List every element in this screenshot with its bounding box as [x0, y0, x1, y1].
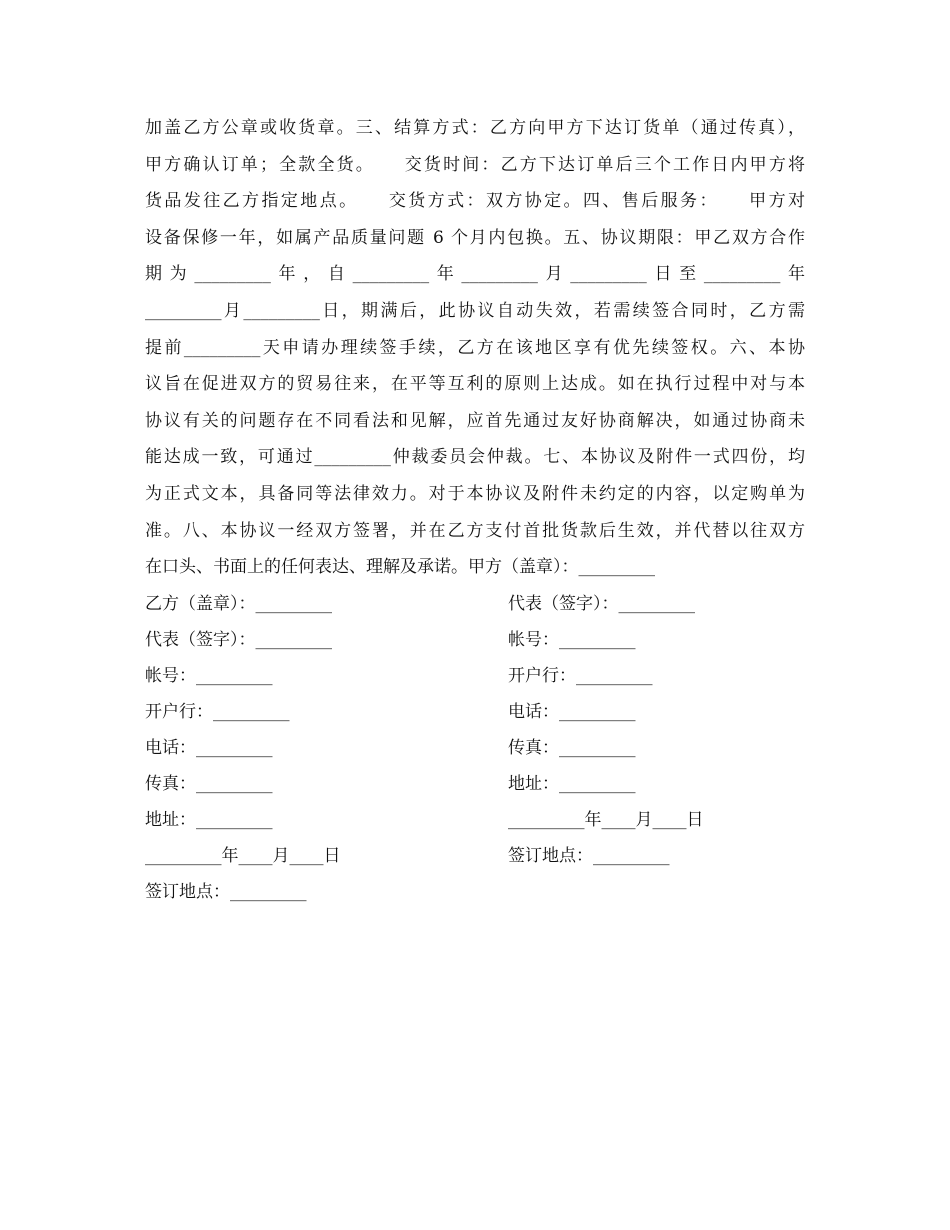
- party-b-date-field: _________年____月____日: [145, 846, 341, 866]
- party-b-account-field: 帐号：_________: [145, 666, 273, 686]
- party-b-representative-field: 代表（签字）：_________: [145, 630, 332, 650]
- body-line: 甲方确认订单；全款全货。 交货时间：乙方下达订单后三个工作日内甲方将: [145, 154, 805, 175]
- body-line: 期为_________年，自_________年_________月_________日至_________年: [145, 264, 805, 285]
- party-a-signing-place-field: 签订地点：_________: [508, 846, 670, 866]
- party-b-seal-field: 乙方（盖章）：_________: [145, 594, 332, 614]
- party-a-account-field: 帐号：_________: [508, 630, 636, 650]
- body-line: 准。八、本协议一经双方签署，并在乙方支付首批货款后生效，并代替以往双方: [145, 520, 805, 541]
- party-a-date-field: _________年____月____日: [508, 810, 704, 830]
- party-b-fax-field: 传真：_________: [145, 774, 273, 794]
- body-line: 协议有关的问题存在不同看法和见解，应首先通过友好协商解决，如通过协商未: [145, 410, 805, 431]
- party-a-representative-field: 代表（签字）：_________: [508, 594, 695, 614]
- party-a-fax-field: 传真：_________: [508, 738, 636, 758]
- party-a-address-field: 地址：_________: [508, 774, 636, 794]
- body-line: _________月_________日，期满后，此协议自动失效，若需续签合同时，乙方需: [145, 300, 805, 321]
- party-b-bank-field: 开户行：_________: [145, 702, 290, 722]
- party-a-bank-field: 开户行：_________: [508, 666, 653, 686]
- party-b-phone-field: 电话：_________: [145, 738, 273, 758]
- body-line: 加盖乙方公章或收货章。三、结算方式：乙方向甲方下达订货单（通过传真），: [145, 118, 805, 138]
- party-b-address-field: 地址：_________: [145, 810, 273, 830]
- body-line: 议旨在促进双方的贸易往来，在平等互利的原则上达成。如在执行过程中对与本: [145, 374, 805, 395]
- body-line: 设备保修一年，如属产品质量问题 6 个月内包换。五、协议期限：甲乙双方合作: [145, 227, 805, 248]
- body-line: 为正式文本，具备同等法律效力。对于本协议及附件未约定的内容，以定购单为: [145, 483, 805, 504]
- party-b-signing-place-field: 签订地点：_________: [145, 882, 307, 902]
- body-line: 提前_________天申请办理续签手续，乙方在该地区享有优先续签权。六、本协: [145, 337, 805, 358]
- body-line: 货品发往乙方指定地点。 交货方式：双方协定。四、售后服务： 甲方对: [145, 191, 805, 212]
- contract-body-paragraph: [145, 110, 805, 586]
- body-line-party-a-seal: 在口头、书面上的任何表达、理解及承诺。甲方（盖章）：_________: [145, 557, 655, 578]
- body-line: 能达成一致，可通过_________仲裁委员会仲裁。七、本协议及附件一式四份，均: [145, 447, 805, 468]
- party-a-phone-field: 电话：_________: [508, 702, 636, 722]
